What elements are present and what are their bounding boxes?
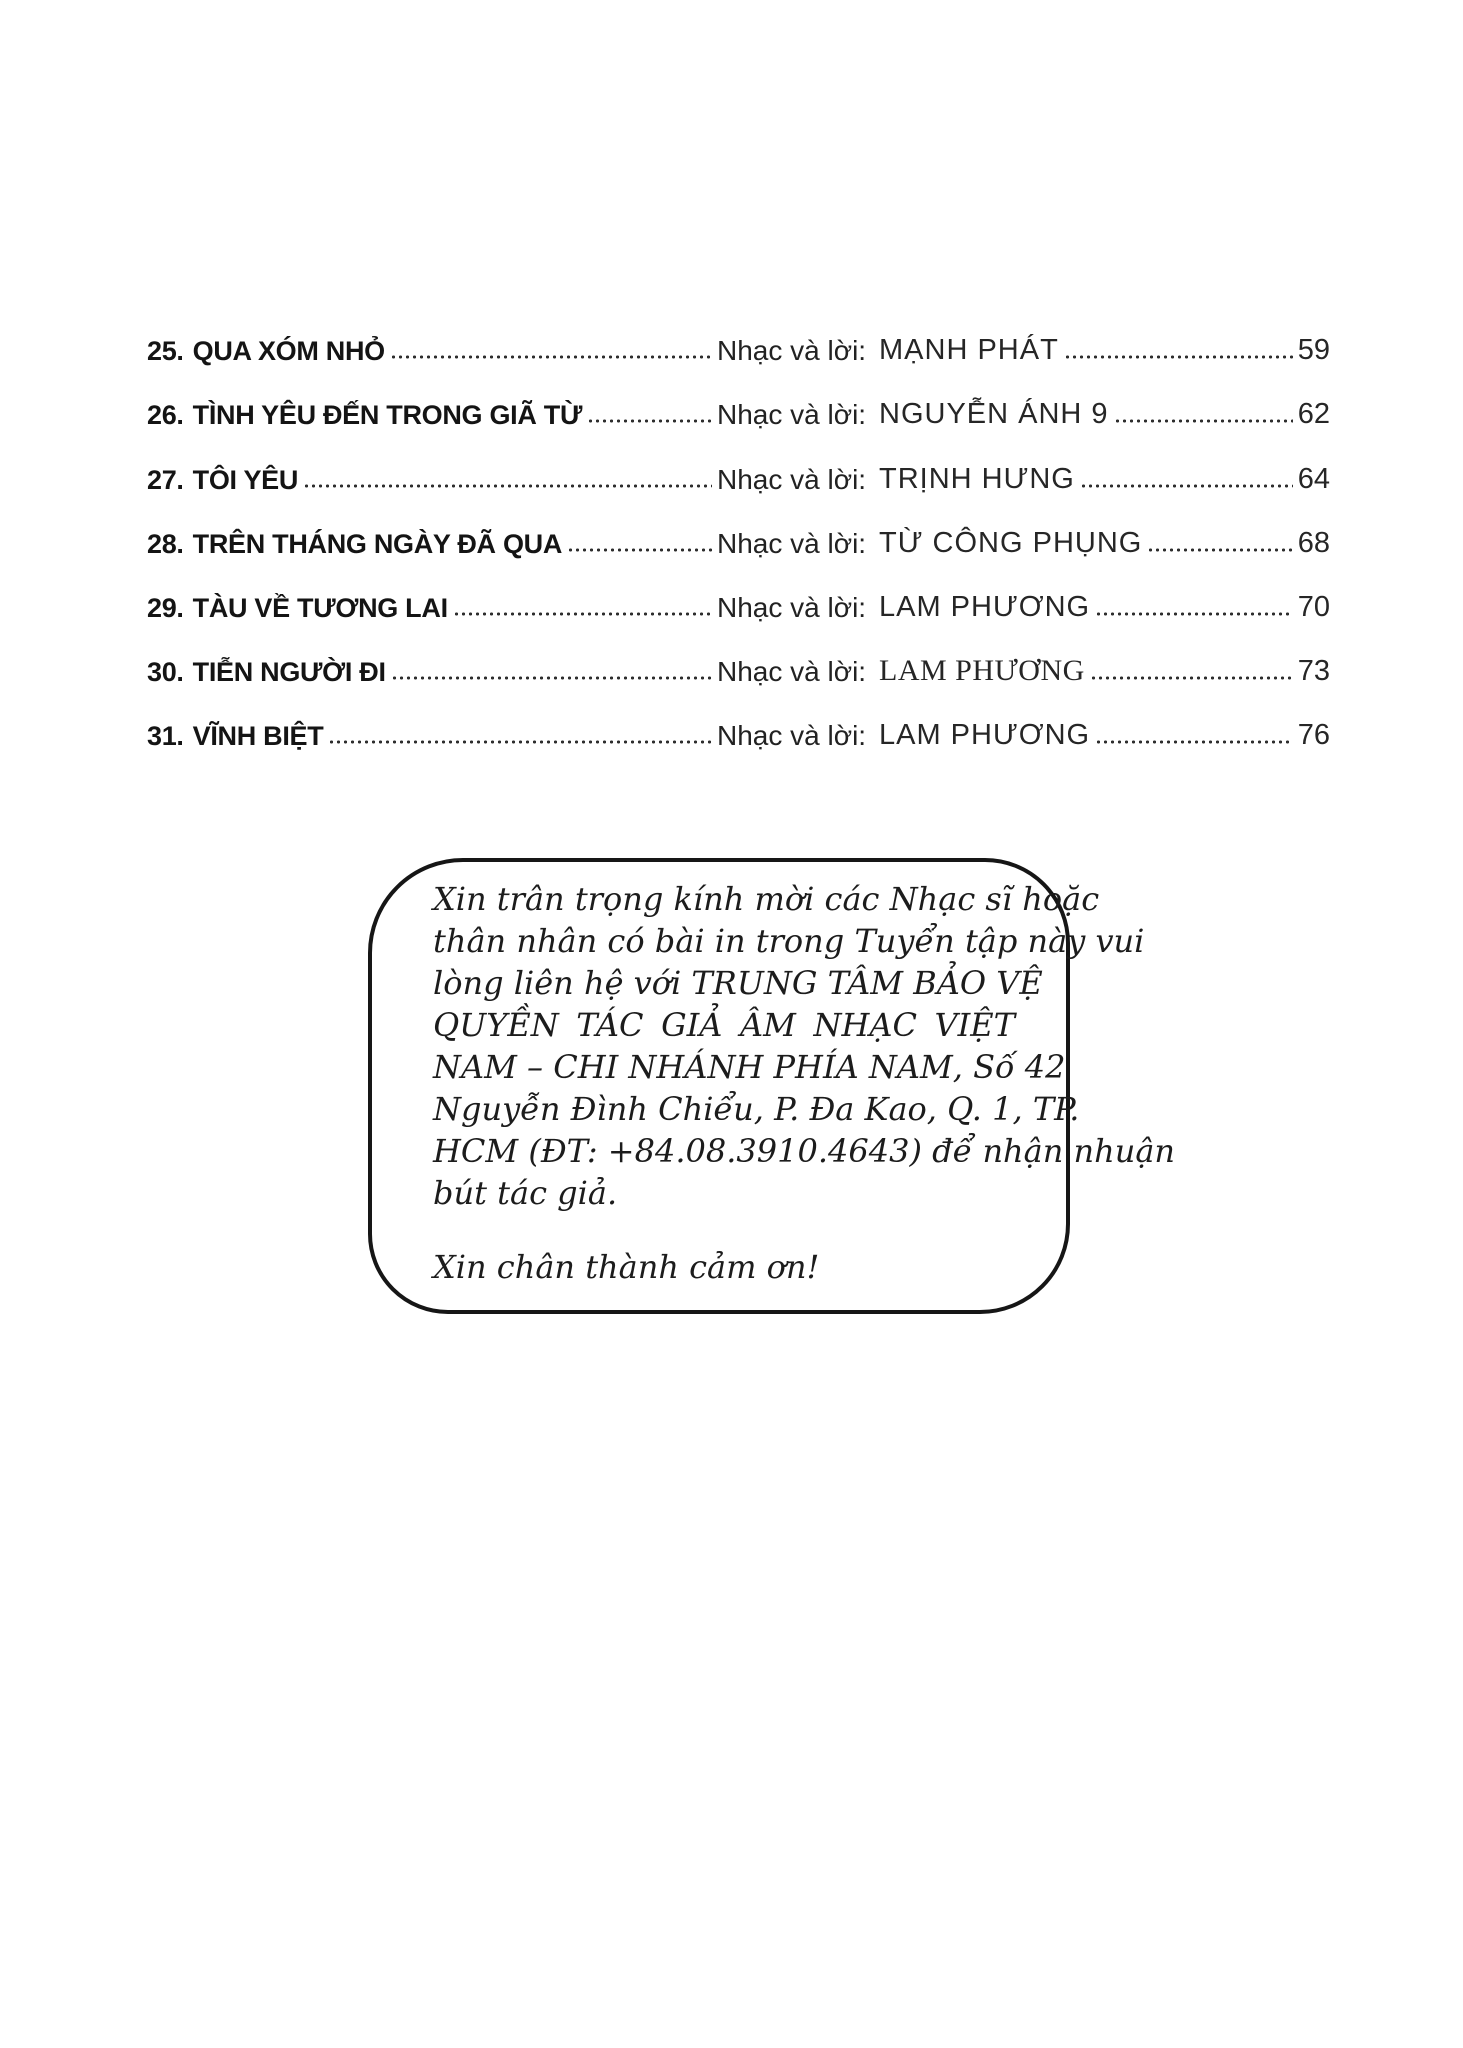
song-number: 25. [147, 336, 184, 367]
toc-entry-left [147, 593, 717, 624]
composer-name: LAM PHƯƠNG [879, 654, 1085, 688]
toc-entry-left [147, 721, 717, 752]
toc-entry [147, 509, 1330, 573]
dotted-leader [1095, 612, 1293, 616]
page-number: 62 [1297, 398, 1330, 431]
toc-entry-right [879, 591, 1330, 624]
composer-name: MẠNH PHÁT [879, 334, 1059, 367]
song-number: 31. [147, 721, 184, 752]
composer-name: LAM PHƯƠNG [879, 590, 1091, 623]
dotted-leader [1147, 548, 1292, 552]
credit-label: Nhạc và lời: [717, 463, 867, 495]
page-number: 73 [1297, 655, 1330, 688]
notice-text-line: lòng liên hệ với TRUNG TÂM BẢO VỆ [433, 964, 1043, 1002]
page-number: 70 [1297, 590, 1330, 623]
credit-label: Nhạc và lời: [717, 720, 867, 752]
notice-text-line: QUYỀN TÁC GIẢ ÂM NHẠC VIỆT [433, 1006, 1015, 1044]
toc-entry-left [147, 336, 717, 367]
song-title: QUA XÓM NHỎ [192, 336, 385, 367]
toc-entry [147, 316, 1330, 380]
page-number: 76 [1297, 719, 1330, 752]
composer-name: LAM PHƯƠNG [879, 719, 1091, 752]
toc-entry [147, 637, 1330, 701]
toc-entry-right [879, 654, 1330, 688]
dotted-leader [1095, 740, 1293, 744]
dotted-leader [1114, 419, 1293, 423]
page-number: 59 [1297, 334, 1330, 367]
toc-entry [147, 573, 1330, 637]
dotted-leader [390, 355, 712, 359]
toc-entry-right [879, 398, 1330, 431]
toc-entry-left [147, 400, 717, 431]
notice-text-line: NAM – CHI NHÁNH PHÍA NAM, Số 42 [433, 1048, 1066, 1086]
credit-label: Nhạc và lời: [717, 335, 867, 367]
table-of-contents [147, 316, 1330, 765]
song-number: 27. [147, 464, 184, 495]
song-title: TRÊN THÁNG NGÀY ĐÃ QUA [192, 528, 563, 559]
dotted-leader [587, 419, 712, 423]
credit-label: Nhạc và lời: [717, 399, 867, 431]
song-title: TÌNH YÊU ĐẾN TRONG GIÃ TỪ [192, 400, 583, 431]
toc-entry-right [879, 527, 1330, 560]
credit-label: Nhạc và lời: [717, 591, 867, 623]
composer-name: TRỊNH HƯNG [879, 462, 1075, 495]
song-title: TÔI YÊU [192, 464, 299, 495]
toc-entry [147, 444, 1330, 508]
toc-entry-left [147, 657, 717, 688]
notice-text-line: thân nhân có bài in trong Tuyển tập này vui [433, 922, 1145, 960]
song-title: TIỄN NGƯỜI ĐI [192, 657, 386, 688]
song-title: VĨNH BIỆT [192, 721, 324, 752]
dotted-leader [303, 484, 712, 488]
toc-entry [147, 701, 1330, 765]
composer-name: NGUYỄN ÁNH 9 [879, 398, 1109, 431]
toc-entry-right [879, 719, 1330, 752]
credit-label: Nhạc và lời: [717, 527, 867, 559]
dotted-leader [391, 676, 712, 680]
toc-entry-left [147, 465, 717, 496]
notice-closing: Xin chân thành cảm ơn! [433, 1248, 820, 1286]
copyright-notice-box [368, 858, 1176, 1314]
notice-text-line: Nguyễn Đình Chiểu, P. Đa Kao, Q. 1, TP. [433, 1090, 1080, 1128]
page-number: 64 [1297, 462, 1330, 495]
notice-text-line: Xin trân trọng kính mời các Nhạc sĩ hoặc [433, 880, 1100, 918]
song-title: TÀU VỀ TƯƠNG LAI [192, 592, 448, 623]
toc-entry-right [879, 463, 1330, 496]
dotted-leader [453, 612, 712, 616]
dotted-leader [567, 548, 712, 552]
notice-text-line: bút tác giả. [433, 1174, 618, 1212]
dotted-leader [1080, 484, 1293, 488]
song-number: 28. [147, 528, 184, 559]
song-number: 26. [147, 400, 184, 431]
toc-entry-right [879, 334, 1330, 367]
dotted-leader [328, 740, 712, 744]
toc-entry-left [147, 529, 717, 560]
credit-label: Nhạc và lời: [717, 656, 867, 688]
song-number: 30. [147, 657, 184, 688]
page-number: 68 [1297, 526, 1330, 559]
dotted-leader [1064, 355, 1293, 359]
song-number: 29. [147, 592, 184, 623]
notice-text-line: HCM (ĐT: +84.08.3910.4643) để nhận nhuận [433, 1132, 1176, 1170]
composer-name: TỪ CÔNG PHỤNG [879, 526, 1143, 559]
dotted-leader [1090, 676, 1293, 680]
toc-entry [147, 380, 1330, 444]
